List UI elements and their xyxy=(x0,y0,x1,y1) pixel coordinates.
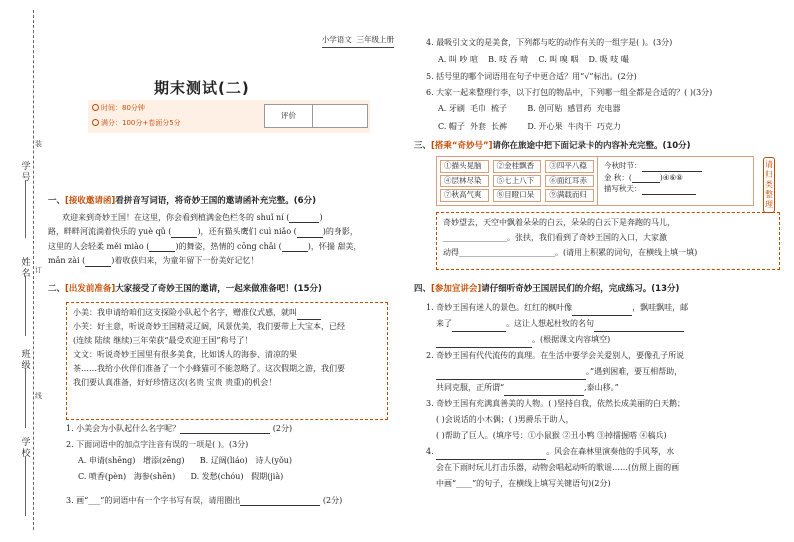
page-header xyxy=(322,36,394,48)
q3-passage xyxy=(436,212,780,270)
q4-heading: 四、[参加宣讲会]请仔细听奇妙王国居民们的介绍，完成练习。(13分) xyxy=(414,284,680,294)
q1-body xyxy=(48,213,392,267)
bank-word-3[interactable]: ③四平八稳 xyxy=(545,160,594,173)
q2-sub1-answer[interactable] xyxy=(180,433,270,434)
binding-dashed-line xyxy=(33,10,34,530)
clock-icon xyxy=(92,104,99,111)
header-grade: 三年级上册 xyxy=(356,35,394,44)
q4-tag: [参加宣讲会] xyxy=(431,284,482,294)
q1-blank-2[interactable] xyxy=(171,237,197,238)
q3-word-bank xyxy=(436,156,754,206)
bank-word-1[interactable]: ①描头晃脑 xyxy=(440,160,489,173)
q1-tag: [接收邀请函] xyxy=(65,196,116,206)
bank-word-7[interactable]: ⑦秋高气爽 xyxy=(440,189,489,202)
q2-sub3: 3. 画“___”的词语中有一个字书写有误，请用圈出 (2分) xyxy=(66,496,343,505)
q4-item-3-line-2: ( )会说话的小木偶；( )男爵乐于助人， xyxy=(436,415,574,424)
q3-record-card xyxy=(597,157,753,205)
grade-box xyxy=(264,104,368,128)
school-line[interactable] xyxy=(25,456,26,516)
q4-item-1-line-2: 来了 。这让人想起杜牧的名句 xyxy=(436,316,780,332)
bank-word-4[interactable]: ④层林尽染 xyxy=(440,175,489,188)
q2-sub2-options xyxy=(78,456,398,483)
score-info: 满分：100分+卷面分5分 xyxy=(92,119,181,127)
q3-heading: 三、[搭乘“奇妙号”]请你在旅途中把下面记录卡的内容补充完整。(10分) xyxy=(414,141,691,151)
binding-mark-1: 装 xyxy=(35,140,42,148)
q4-item-4-line-1: 4. 。风会在森林里演奏他的手风琴，水 xyxy=(426,444,780,460)
q1-blank-4[interactable] xyxy=(149,251,175,252)
q4-body xyxy=(426,300,780,492)
binding-mark-3: 线 xyxy=(35,392,42,400)
page-title: 期末测试(二) xyxy=(154,79,250,97)
q4-item-2-line-2: 。”遇到困难，要互相帮助， xyxy=(436,364,780,380)
bank-word-6[interactable]: ⑥面红耳赤 xyxy=(545,175,594,188)
q2-tag: [出发前准备] xyxy=(65,284,116,294)
q2-box-line-4: 文文：听说奇妙王国里有很多美食，比如诱人的海参、清凉的果 xyxy=(73,350,297,359)
q3-passage-line-2: ________________。张扶，我们看到了奇妙王国的入口，大家激 xyxy=(443,232,667,242)
q1-line-2: 路，畔畔河流淌着快乐的 yuè qǔ ( )，还有猫头鹰们 cuì niǎo ( )的身影， xyxy=(48,227,358,237)
q4-item-3-line-3: ( )帮助了巨人。(填序号：①小鼠猴 ②丑小鸭 ③掉擂掘嗒 ④稿兵) xyxy=(436,431,667,440)
bank-word-8[interactable]: ⑧目瞪口呆 xyxy=(493,189,542,202)
q2-sub5: 5. 括号里的哪个词语用在句子中更合适？用“√”标出。(2分) xyxy=(426,72,637,81)
q2-dialog-box xyxy=(66,302,388,420)
q2-sub3-answer[interactable] xyxy=(240,505,320,506)
q4-item-2-line-3: 共同克服，正所谓“ ,泰山移。” xyxy=(436,380,780,396)
q2-sub2-row-1: A. 申请(shēng) 增添(zēng) B. 辽阔(liáo) 诗人(yǒu) xyxy=(78,456,293,465)
q2-box-line-1: 小美：我申请给咱们这支探险小队起个名字，赠准仪式感，就叫 xyxy=(73,306,381,320)
q2-sub6-options-1: A. 牙刷 毛巾 梳子 B. 创可贴 感冒药 充电器 xyxy=(438,104,621,113)
bank-word-2[interactable]: ②金桂飘香 xyxy=(493,160,542,173)
binding-strip xyxy=(0,0,40,542)
class-label: 班级 xyxy=(21,350,31,371)
q3-passage-line-1: 奇妙望去，天空中飘着朵朵的白云，朵朵的白云下是奔跑的马儿， xyxy=(443,218,675,227)
record-row-2: 金 秋：( )④⑥⑧ xyxy=(604,172,683,182)
q4-item-1-line-3: 。(根据课文内容填空) xyxy=(436,332,780,348)
time-info: 时间：80分钟 xyxy=(92,104,145,112)
q1-line-4: mǎn zài ( )着收获归来，为童年留下一份美好记忆！ xyxy=(48,256,259,266)
grade-label: 评价 xyxy=(265,105,313,127)
q2-sub2: 2. 下面词语中的加点字注音有误的一项是( )。(3分) xyxy=(66,440,249,449)
q2-heading: 二、[出发前准备]大家接受了奇妙王国的邀请，一起来做准备吧！(15分) xyxy=(48,284,322,294)
school-label: 学校 xyxy=(21,438,31,459)
q2-box-line-2: 小芙：好主意，听说奇妙王国精灵辽阔，风景优美，我们要带上大宝本，已经 xyxy=(73,322,345,331)
q2-sub4-options: A. 叫 吵 喧 B. 吱 吞 啃 C. 叫 嗅 咽 D. 吸 吱 嘬 xyxy=(438,55,629,64)
record-blank-3[interactable] xyxy=(642,194,696,195)
left-page xyxy=(42,0,402,542)
q1-blank-5[interactable] xyxy=(282,251,308,252)
header-subject: 小学语文 xyxy=(321,35,352,44)
q3-tag: [搭乘“奇妙号”] xyxy=(431,141,493,151)
q2-sub2-row-2: C. 喷香(pèn) 海参(shēn) D. 发愁(chóu) 假期(jià) xyxy=(78,472,284,482)
student-id-line[interactable] xyxy=(25,180,26,238)
q2-sub1: 1. 小美会为小队起什么名字呢？ (2分) xyxy=(66,424,293,433)
q2-box-line-5: 茶……我给小伙伴们准备了一个小蜂猫可不能忽略了。这次假期之游，我们要 xyxy=(73,364,345,373)
q4-item-1-line-1: 1. 奇妙王国有迷人的景色。红红的枫叶像 ，飘哇飘哇，邮 xyxy=(426,300,780,316)
class-line[interactable] xyxy=(25,368,26,428)
q4-item-3-line-1: 3. 奇妙王国有充满真善美的人物。( )坚持自我，依然长成美丽的白天鹅； xyxy=(426,399,685,408)
record-row-1: 今秋时节： xyxy=(604,160,747,172)
q2-sub6: 6. 大家一起来整理行李，以下打包的物品中，下列哪一组全都是合适的？( )(3分) xyxy=(426,88,713,97)
grade-field[interactable] xyxy=(313,105,367,127)
q1-blank-6[interactable] xyxy=(85,266,111,267)
q1-line-1: 欢迎来到奇妙王国！在这里，你会看到植满金色栏冬的 shuǐ ní ( ) xyxy=(62,213,323,222)
name-line[interactable] xyxy=(25,276,26,336)
bank-word-9[interactable]: ⑨满载而归 xyxy=(545,189,594,202)
student-id-label: 学号 xyxy=(21,162,31,183)
q2-box-line-3: (连续 陆续 继续)三年荣获“最受欢迎王国”称号了！ xyxy=(73,336,253,345)
check-icon xyxy=(92,119,99,126)
info-box xyxy=(88,100,370,133)
q4-item-2-line-1: 2. 奇妙王国有代代流传的真理。在生活中要学会关爱别人，要像孔子所说 xyxy=(426,351,685,360)
q3-bank-cells xyxy=(437,157,597,205)
q1-heading: 一、[接收邀请函]看拼音写词语，将奇妙王国的邀请函补充完整。(6分) xyxy=(48,196,316,206)
q1-blank-1[interactable] xyxy=(289,222,319,223)
bank-word-5[interactable]: ⑤七上八下 xyxy=(493,175,542,188)
q3-passage-line-3: 动得________________________。(请用上积累的词句，在横线上填一填) xyxy=(443,247,698,257)
q1-line-3: 这里的人会轻柔 měi miào ( )的舞姿，热情的 cōng chǎi ( )，怀揣 甜美， xyxy=(48,241,362,251)
right-page xyxy=(412,0,784,542)
q2-sub4: 4. 最吸引文文的是美食，下列都与吃的动作有关的一组字是( )。(3分) xyxy=(426,38,673,47)
name-label: 姓名 xyxy=(21,258,31,279)
q4-item-4-line-2: 会在下雨时玩儿打击乐器，动物会唱起动听的歌谣……(仿照上面的画 xyxy=(436,463,680,472)
record-row-3: 描写秋天： xyxy=(604,183,747,195)
binding-mark-2: 订 xyxy=(35,266,42,274)
q3-stamp: 请归类整理 xyxy=(763,157,775,213)
q2-sub6-options-2: C. 帽子 外套 长裤 D. 开心果 牛肉干 巧克力 xyxy=(438,122,621,131)
q4-item-4-line-3: 中画“____”的句子，在横线上填写关键语句)(2分) xyxy=(436,479,611,488)
q1-blank-3[interactable] xyxy=(297,237,323,238)
q2-box-line-6: 我们要认真准备，好好珍惜这次(名贵 宝贵 贵重)的机会！ xyxy=(73,378,277,387)
